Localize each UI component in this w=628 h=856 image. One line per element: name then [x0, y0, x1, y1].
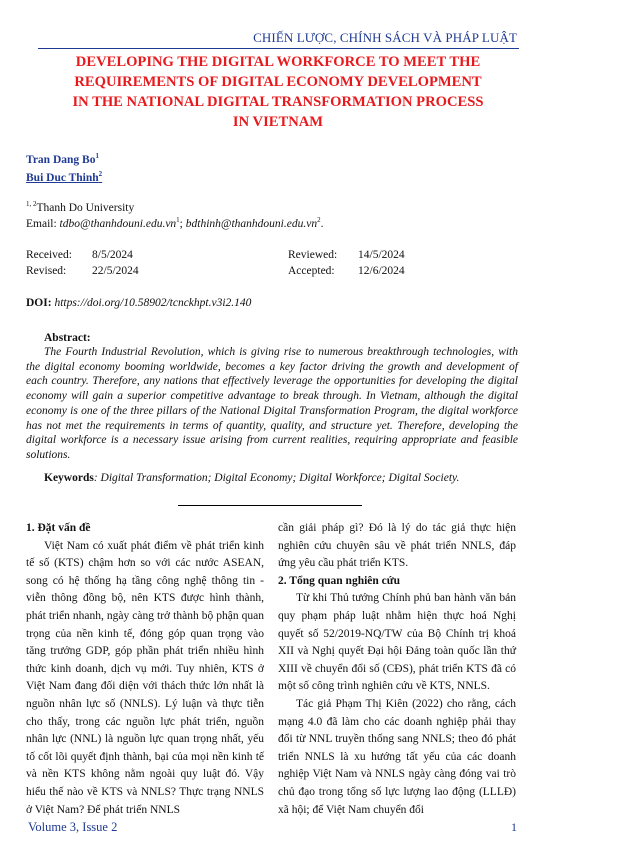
email-label: Email: [26, 217, 60, 230]
received-date: 8/5/2024 [92, 249, 133, 261]
body-paragraph: Từ khi Thủ tướng Chính phủ ban hành văn bản quy phạm pháp luật nhằm hiện thực hoá Nghị quyết số 52/2019-NQ/TW của Bộ Chính trị khoá XII và Nghị quyết Đại hội Đảng toàn quốc lần thứ XIII về chuyển đổi số (CĐS), phát triển KTS đã có một số công trình nghiên cứu về KTS, NNLS. [278, 592, 516, 693]
author-name: Bui Duc Thinh [26, 171, 99, 184]
author-sup: 2 [98, 170, 103, 178]
body-paragraph: Tác giả Phạm Thị Kiên (2022) cho rằng, cách mạng 4.0 đã làm cho các doanh nghiệp phải thay đổi từ NNL truyền thống sang NNLS; theo đó phát triển NNLS là xu hướng tất yếu của các doanh nghiệp Việt Nam và NNLS ngày càng đóng vai trò chủ đạo trong tổng số lực lượng lao động (LLLĐ) xã hội; để Việt Nam chuyển đổi [278, 697, 516, 816]
email-sup-1: 1 [176, 216, 180, 224]
revised-label: Revised: [26, 265, 67, 277]
affiliation-sup: 1, 2 [26, 200, 37, 208]
accepted-date: 12/6/2024 [358, 265, 405, 277]
title-line: IN THE NATIONAL DIGITAL TRANSFORMATION PROCESS [72, 94, 484, 110]
affiliation-text: Thanh Do University [36, 201, 135, 214]
footer-page-number: 1 [511, 820, 517, 834]
left-column [26, 520, 264, 819]
email-end: . [320, 217, 324, 230]
reviewed-label: Reviewed: [288, 249, 338, 261]
body-paragraph: Việt Nam có xuất phát điểm về phát triển kinh tế số (KTS) chậm hơn so với các nước ASEAN, song có hệ thống hạ tầng công nghệ thông tin - viễn thông đồng bộ, nên KTS được hình thành, phát triển nhanh, ngày càng trở thành bộ phận quan trọng của nền kinh tế, đóng góp quan trọng vào tăng trưởng GDP, góp phần phát triển nhiều hình thức kinh doanh, dịch vụ mới. Tuy nhiên, KTS ở Việt Nam đang đối diện với thách thức lớn nhất là nguồn nhân lực số (NNLS). Lý luận và thực tiễn cho thấy, trong các nguồn lực phát triển, nguồn nhân lực (NNL) là nguồn lực quan trọng nhất, yếu tố cốt lõi quyết định thành, bại của mọi nền kinh tế và nền KTS không nằm ngoài quy luật đó. Vậy hiểu thế nào về KTS và NNLS? Thực trạng NNLS ở Việt Nam? Để phát triển NNLS [26, 539, 264, 816]
revised-date: 22/5/2024 [92, 265, 139, 277]
title-line: DEVELOPING THE DIGITAL WORKFORCE TO MEET THE [75, 54, 481, 70]
doi-line [26, 297, 251, 309]
email-address-2[interactable]: bdthinh@thanhdouni.edu.vn [185, 217, 318, 230]
paper-title [28, 52, 528, 132]
received-label: Received: [26, 249, 72, 261]
keywords-line [44, 472, 459, 484]
author-1[interactable] [26, 152, 99, 166]
abstract-heading: Abstract: [44, 332, 91, 344]
email-address-1[interactable]: tdbo@thanhdouni.edu.vn [59, 217, 177, 230]
affiliation [26, 200, 134, 214]
footer-volume: Volume 3, Issue 2 [28, 820, 118, 834]
running-header: CHIẾN LƯỢC, CHÍNH SÁCH VÀ PHÁP LUẬT [253, 30, 517, 45]
email-sup-2: 2 [317, 216, 321, 224]
doi-label: DOI: [26, 297, 55, 309]
email-sep: ; [179, 217, 186, 230]
section-heading-2: 2. Tổng quan nghiên cứu [278, 574, 401, 587]
abstract-text: The Fourth Industrial Revolution, which is giving rise to numerous breakthrough technologies, with the digital economy booming worldwide, becomes a key factor driving the growth and development of each country. Therefore, any nations that effectively leverage the opportunities for developing the digital economy will gain a superior competitive advantage to break through. In Vietnam, although the digital economy is one of the three pillars of the National Digital Transformation Program, the digital workforce has not met the requirements in terms of quantity, quality, and structure yet. Therefore, developing the digital workforce is a necessary issue arising from current realities, requiring appropriate and feasible solutions. [26, 346, 518, 461]
title-line: IN VIETNAM [232, 114, 324, 130]
reviewed-date: 14/5/2024 [358, 249, 405, 261]
title-line: REQUIREMENTS OF DIGITAL ECONOMY DEVELOPMENT [74, 74, 482, 90]
section-separator [178, 505, 362, 506]
doi-link[interactable]: https://doi.org/10.58902/tcnckhpt.v3i2.140 [54, 297, 252, 309]
email-line [26, 216, 323, 230]
header-rule [38, 48, 519, 49]
author-2[interactable] [26, 170, 102, 184]
keywords-label: Keywords [44, 472, 94, 484]
keywords-value: : Digital Transformation; Digital Economy; Digital Workforce; Digital Society. [93, 472, 460, 484]
section-heading-1: 1. Đặt vấn đề [26, 522, 91, 534]
body-paragraph-continued: cần giải pháp gì? Đó là lý do tác giả thực hiện nghiên cứu chuyên sâu về phát triển NNLS, đáp ứng yêu cầu phát triển KTS. [278, 522, 516, 570]
right-column [278, 520, 516, 819]
author-name: Tran Dang Bo [26, 153, 96, 166]
author-sup: 1 [95, 152, 99, 160]
accepted-label: Accepted: [288, 265, 335, 277]
